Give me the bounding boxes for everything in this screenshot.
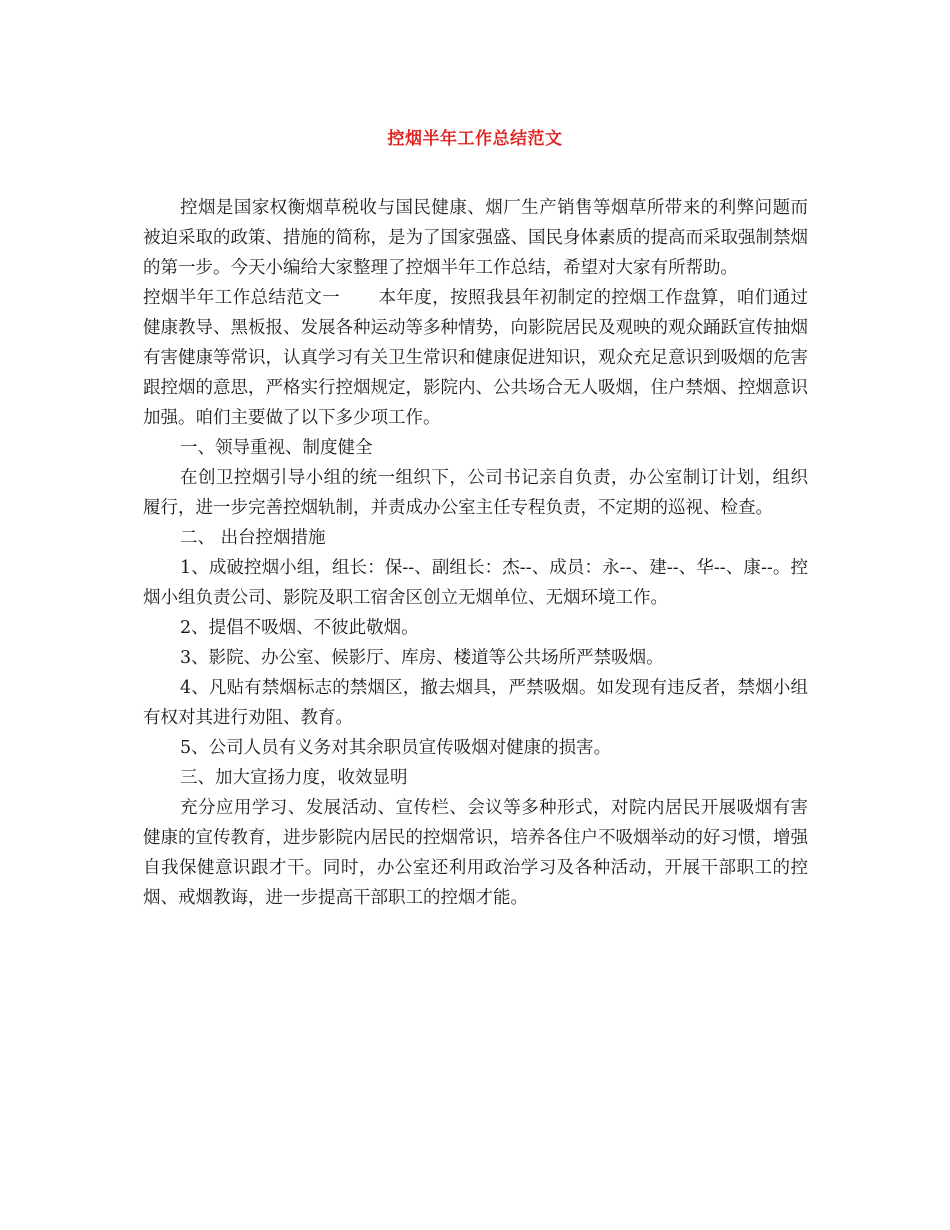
section-heading: 控烟半年工作总结范文一 [143, 288, 341, 308]
document-body [143, 193, 808, 913]
document-title: 控烟半年工作总结范文 [387, 129, 563, 149]
item-four: 4、凡贴有禁烟标志的禁烟区，撤去烟具，严禁吸烟。如发现有违反者，禁烟小组有权对其进行劝阻、教育。 [143, 678, 808, 728]
paragraph-publicity: 充分应用学习、发展活动、宣传栏、会议等多种形式，对院内居民开展吸烟有害健康的宣传教育，进步影院内居民的控烟常识，培养各住户不吸烟举动的好习惯，增强自我保健意识跟才干。同时，办公室还利用政治学习及各种活动，开展干部职工的控烟、戒烟教诲，进一步提高干部职工的控烟才能。 [143, 798, 808, 908]
item-two: 2、提倡不吸烟、不彼此敬烟。 [180, 618, 419, 638]
item-one: 1、成破控烟小组，组长：保--、副组长：杰--、成员：永--、建--、华--、康--。控烟小组负责公司、影院及职工宿舍区创立无烟单位、无烟环境工作。 [143, 558, 808, 608]
heading-three: 三、加大宣扬力度，收效显明 [180, 768, 408, 788]
section-paragraph-1 [143, 283, 808, 433]
section-paragraph-1-text: 本年度，按照我县年初制定的控烟工作盘算，咱们通过健康教导、黑板报、发展各种运动等多种情势，向影院居民及观映的观众踊跃宣传抽烟有害健康等常识，认真学习有关卫生常识和健康促进知识，观众充足意识到吸烟的危害跟控烟的意思，严格实行控烟规定，影院内、公共场合无人吸烟，住户禁烟、控烟意识加强。咱们主要做了以下多少项工作。 [143, 288, 809, 428]
heading-one: 一、领导重视、制度健全 [180, 438, 373, 458]
item-three: 3、影院、办公室、候影厅、库房、楼道等公共场所严禁吸烟。 [180, 648, 664, 668]
paragraph-leadership: 在创卫控烟引导小组的统一组织下，公司书记亲自负责，办公室制订计划，组织履行，进一步完善控烟轨制，并责成办公室主任专程负责，不定期的巡视、检查。 [143, 468, 808, 518]
item-five: 5、公司人员有义务对其余职员宣传吸烟对健康的损害。 [180, 738, 612, 758]
heading-two: 二、 出台控烟措施 [180, 528, 326, 548]
intro-paragraph: 控烟是国家权衡烟草税收与国民健康、烟厂生产销售等烟草所带来的利弊问题而被迫采取的政策、措施的简称，是为了国家强盛、国民身体素质的提高而采取强制禁烟的第一步。今天小编给大家整理了控烟半年工作总结，希望对大家有所帮助。 [143, 198, 808, 278]
